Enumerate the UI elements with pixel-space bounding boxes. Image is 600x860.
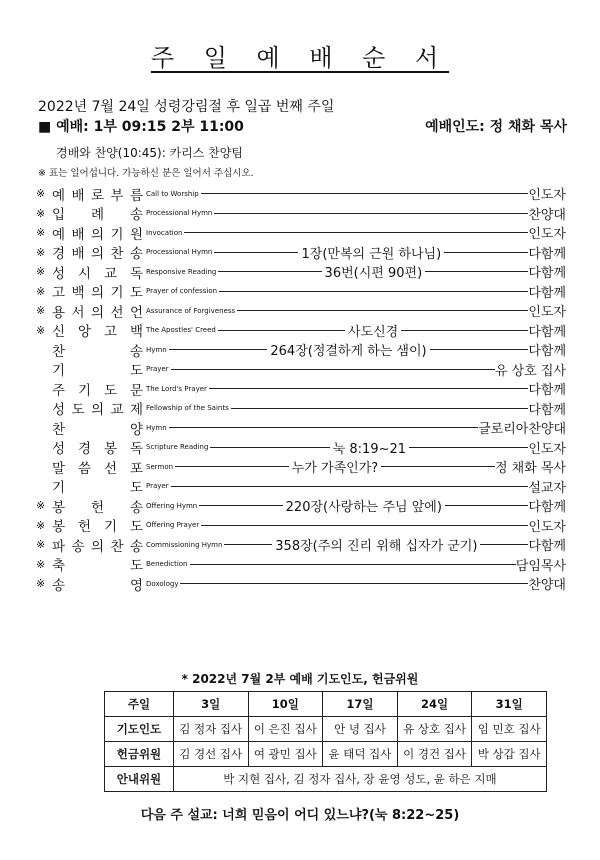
order-item-detail: 사도신경 bbox=[347, 324, 399, 340]
roster-cell: 안 녕 집사 bbox=[323, 717, 398, 742]
order-item bbox=[36, 457, 566, 477]
standing-mark: ※ bbox=[36, 304, 46, 318]
order-item-performer: 다함께 bbox=[528, 402, 566, 418]
order-item-performer: 다함께 bbox=[528, 324, 567, 340]
order-item-english: Commissioning Hymn bbox=[146, 540, 223, 549]
roster-cell: 임 민호 집사 bbox=[472, 717, 547, 742]
order-item bbox=[36, 555, 566, 575]
order-item-english: Call to Worship bbox=[146, 189, 199, 198]
standing-mark: ※ bbox=[36, 499, 46, 513]
order-item-english: Responsive Reading bbox=[146, 267, 217, 276]
praise-team-line: 경배와 찬양(10:45): 카리스 찬양팀 bbox=[56, 146, 243, 160]
order-item-english: Doxology bbox=[146, 579, 179, 588]
leader-line bbox=[209, 388, 528, 389]
order-item-english: Prayer bbox=[146, 365, 169, 374]
leader-line bbox=[409, 447, 528, 448]
order-item-performer: 다함께 bbox=[528, 266, 567, 282]
order-item bbox=[36, 184, 566, 204]
roster-cell: 김 경선 집사 bbox=[173, 742, 248, 767]
order-item-name: 고 백 의 기 도 bbox=[52, 285, 143, 302]
order-item-performer: 다함께 bbox=[528, 246, 567, 262]
order-item-performer: 다함께 bbox=[528, 383, 566, 399]
order-item bbox=[36, 301, 566, 321]
order-item-name: 찬 송 bbox=[52, 343, 143, 360]
standing-mark: ※ bbox=[36, 518, 46, 532]
roster-cell: 윤 태덕 집사 bbox=[323, 742, 398, 767]
order-item-name: 송 영 bbox=[52, 577, 143, 594]
order-item-name: 경 배 의 찬 송 bbox=[52, 246, 143, 263]
leader-line bbox=[169, 349, 268, 350]
roster-row-label: 기도인도 bbox=[105, 717, 174, 742]
roster-row bbox=[105, 717, 547, 742]
order-item-name: 성 경 봉 독 bbox=[52, 441, 143, 458]
order-item-name: 기 도 bbox=[52, 363, 143, 380]
leader-line bbox=[444, 252, 528, 253]
order-item-name: 예 배 로 부 름 bbox=[52, 187, 143, 204]
order-item-name: 봉 헌 송 bbox=[52, 499, 143, 516]
order-item-performer: 인도자 bbox=[528, 227, 566, 243]
roster-cell: 유 상호 집사 bbox=[397, 717, 472, 742]
worship-leader: 예배인도: 정 채화 목사 bbox=[425, 119, 567, 135]
order-item bbox=[36, 399, 566, 419]
order-item-name: 파 송 의 찬 송 bbox=[52, 538, 143, 555]
roster-cell: 이 은진 집사 bbox=[248, 717, 323, 742]
order-item-name: 축 도 bbox=[52, 558, 143, 575]
leader-line bbox=[171, 486, 529, 487]
roster-cell: 여 광민 집사 bbox=[248, 742, 323, 767]
order-item bbox=[36, 379, 566, 399]
leader-line bbox=[180, 583, 528, 584]
leader-line bbox=[231, 408, 529, 409]
roster-col-header: 주일 bbox=[105, 692, 174, 717]
order-item-performer: 인도자 bbox=[528, 188, 566, 204]
standing-mark: ※ bbox=[36, 187, 46, 201]
order-item-english: Sermon bbox=[146, 462, 174, 471]
leader-line bbox=[381, 466, 495, 467]
order-item-english: Prayer of confession bbox=[146, 287, 218, 296]
order-item-performer: 다함께 bbox=[528, 344, 567, 360]
order-item-english: Prayer bbox=[146, 482, 169, 491]
roster-row bbox=[105, 767, 547, 792]
roster-cell: 박 상갑 집사 bbox=[472, 742, 547, 767]
leader-line bbox=[445, 505, 528, 506]
order-item-name: 찬 양 bbox=[52, 421, 143, 438]
order-item-english: Hymn bbox=[146, 345, 167, 354]
order-item-performer: 다함께 bbox=[528, 500, 567, 516]
roster-caption: * 2022년 7월 2부 예배 기도인도, 헌금위원 bbox=[181, 672, 419, 686]
order-item-english: Processional Hymn bbox=[146, 209, 213, 218]
order-item-detail: 220장(사랑하는 주님 앞에) bbox=[285, 500, 442, 516]
leader-line bbox=[425, 271, 528, 272]
roster-col-header: 3일 bbox=[173, 692, 248, 717]
standing-mark: ※ bbox=[36, 323, 46, 337]
order-item-performer: 인도자 bbox=[528, 305, 566, 321]
order-item bbox=[36, 204, 566, 224]
order-item-performer: 설교자 bbox=[528, 480, 566, 496]
leader-line bbox=[199, 505, 282, 506]
standing-mark: ※ bbox=[36, 265, 46, 279]
order-item-name: 성 시 교 독 bbox=[52, 265, 143, 282]
standing-mark: ※ bbox=[36, 284, 46, 298]
order-item-detail: 358장(주의 진리 위해 십자가 군기) bbox=[275, 539, 478, 555]
date-line: 2022년 7월 24일 성령강림절 후 일곱 번째 주일 bbox=[38, 99, 335, 115]
order-item bbox=[36, 535, 566, 555]
order-item-english: Assurance of Forgiveness bbox=[146, 306, 236, 315]
order-item-english: Fellowship of the Saints bbox=[146, 404, 229, 413]
leader-line bbox=[201, 193, 529, 194]
order-item-performer: 정 채화 목사 bbox=[494, 461, 566, 477]
leader-line bbox=[219, 291, 528, 292]
order-item bbox=[36, 243, 566, 263]
standing-mark: ※ bbox=[36, 577, 46, 591]
roster-col-header: 17일 bbox=[323, 692, 398, 717]
standing-mark: ※ bbox=[36, 538, 46, 552]
order-item-english: Scripture Reading bbox=[146, 443, 209, 452]
standing-mark: ※ bbox=[36, 206, 46, 220]
order-item bbox=[36, 340, 566, 360]
order-item-detail: 1장(만복의 근원 하나님) bbox=[301, 246, 442, 262]
leader-line bbox=[184, 232, 528, 233]
order-item-english: Benediction bbox=[146, 560, 188, 569]
roster-col-header: 24일 bbox=[397, 692, 472, 717]
roster-cell: 이 경건 집사 bbox=[397, 742, 472, 767]
order-item bbox=[36, 496, 566, 516]
order-item-name: 신 앙 고 백 bbox=[52, 324, 143, 341]
order-item-english: Offering Hymn bbox=[146, 501, 198, 510]
leader-line bbox=[218, 330, 345, 331]
order-item-english: Offering Prayer bbox=[146, 521, 200, 530]
order-item-performer: 인도자 bbox=[528, 519, 566, 535]
order-item bbox=[36, 262, 566, 282]
leader-line bbox=[169, 427, 478, 428]
order-item bbox=[36, 477, 566, 497]
leader-line bbox=[214, 252, 298, 253]
leader-line bbox=[201, 525, 528, 526]
roster-row-label: 헌금위원 bbox=[105, 742, 174, 767]
order-item-detail: 36번(시편 90편) bbox=[324, 266, 423, 282]
order-item-performer: 인도자 bbox=[528, 441, 566, 457]
leader-line bbox=[401, 330, 528, 331]
standing-note: ※ 표는 일어섭니다. 가능하신 분은 일어서 주십시오. bbox=[38, 168, 254, 179]
order-item-performer: 글로리아찬양대 bbox=[478, 422, 566, 438]
order-item-detail: 264장(정결하게 하는 샘이) bbox=[270, 344, 427, 360]
leader-line bbox=[218, 271, 321, 272]
order-item bbox=[36, 321, 566, 341]
order-item-performer: 다함께 bbox=[528, 285, 566, 301]
order-item bbox=[36, 418, 566, 438]
order-item-name: 말 씀 선 포 bbox=[52, 460, 143, 477]
order-item-performer: 찬양대 bbox=[528, 578, 566, 594]
order-item-name: 입 례 송 bbox=[52, 207, 143, 224]
leader-line bbox=[214, 213, 528, 214]
order-item-name: 봉 헌 기 도 bbox=[52, 519, 143, 536]
order-item bbox=[36, 282, 566, 302]
order-item bbox=[36, 438, 566, 458]
service-times: ■ 예배: 1부 09:15 2부 11:00 bbox=[38, 119, 244, 135]
next-sermon: 다음 주 설교: 너희 믿음이 어디 있느냐?(눅 8:22~25) bbox=[140, 808, 460, 823]
order-item-name: 용 서 의 선 언 bbox=[52, 304, 143, 321]
order-item-performer: 찬양대 bbox=[528, 207, 566, 223]
order-item bbox=[36, 574, 566, 594]
page-title: 주 일 예 배 순 서 bbox=[150, 44, 450, 72]
roster-header-row bbox=[105, 692, 547, 717]
roster-cell: 김 정자 집사 bbox=[173, 717, 248, 742]
order-item-detail: 누가 가족인가? bbox=[291, 461, 379, 477]
order-item-performer: 다함께 bbox=[528, 539, 566, 555]
order-item-english: Invocation bbox=[146, 228, 183, 237]
leader-line bbox=[480, 544, 528, 545]
order-item-performer: 유 상호 집사 bbox=[494, 363, 566, 379]
order-item-english: Hymn bbox=[146, 423, 167, 432]
roster-merged-cell: 박 지현 집사, 김 정자 집사, 장 윤영 성도, 윤 하은 지매 bbox=[173, 767, 546, 792]
standing-mark: ※ bbox=[36, 226, 46, 240]
roster-row bbox=[105, 742, 547, 767]
leader-line bbox=[210, 447, 329, 448]
order-item-english: The Apostles' Creed bbox=[146, 326, 216, 335]
leader-line bbox=[237, 310, 528, 311]
order-item bbox=[36, 360, 566, 380]
order-item-name: 주 기 도 문 bbox=[52, 382, 143, 399]
order-item-detail: 눅 8:19~21 bbox=[332, 441, 407, 457]
order-item-name: 예 배 의 기 원 bbox=[52, 226, 143, 243]
order-of-worship bbox=[36, 184, 566, 594]
order-item-english: The Lord's Prayer bbox=[146, 384, 207, 393]
leader-line bbox=[224, 544, 272, 545]
roster-table bbox=[104, 691, 547, 792]
order-item-name: 기 도 bbox=[52, 480, 143, 497]
roster-col-header: 31일 bbox=[472, 692, 547, 717]
leader-line bbox=[171, 369, 495, 370]
leader-line bbox=[175, 466, 289, 467]
order-item bbox=[36, 223, 566, 243]
order-item-performer: 담임목사 bbox=[515, 558, 566, 574]
roster-col-header: 10일 bbox=[248, 692, 323, 717]
roster-row-label: 안내위원 bbox=[105, 767, 174, 792]
order-item-english: Processional Hymn bbox=[146, 248, 213, 257]
order-item bbox=[36, 516, 566, 536]
standing-mark: ※ bbox=[36, 557, 46, 571]
standing-mark: ※ bbox=[36, 245, 46, 259]
leader-line bbox=[430, 349, 529, 350]
order-item-name: 성 도 의 교 제 bbox=[52, 402, 143, 419]
leader-line bbox=[190, 564, 516, 565]
